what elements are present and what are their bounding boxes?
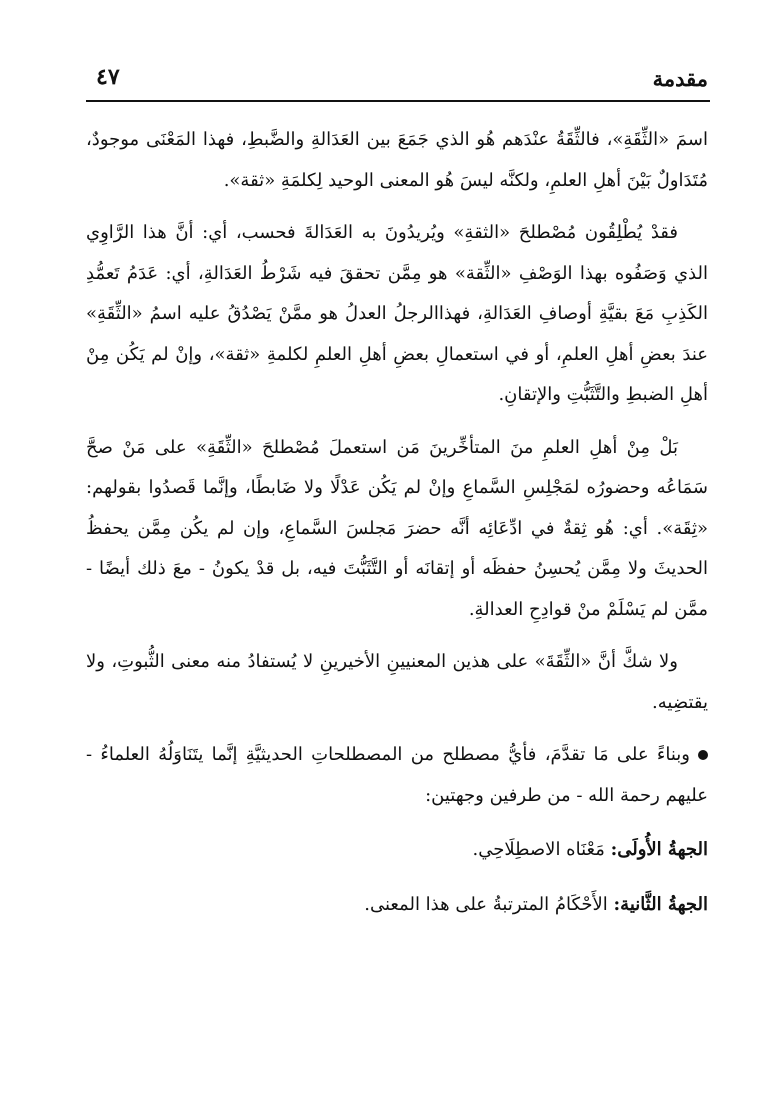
header-divider [86,100,710,102]
main-text [86,120,708,939]
paragraph-later-scholars-meaning: بَلْ مِنْ أهلِ العلمِ منَ المتأخِّرينَ مَن استعملَ مُصْطلحَ «الثِّقَةِ» على مَنْ صحَّ سَمَاعُه وحضورُه لمَجْلِسِ السَّماعِ وإنْ لم يَكُن عَدْلًا ولا ضَابطًا، وإنَّما قَصدُوا بقولهم: «ثِقَة». أي: هُو ثِقةٌ في ادِّعَائِه أنَّه حضرَ مَجلسَ السَّماعِ، وإن لم يكُن مِمَّن يحفظُ الحديثَ ولا مِمَّن يُحسِنُ حفظَه أو إتقانَه أو التَّثَبُّتَ فيه، بل قدْ يكونُ - معَ ذلك أيضًا - ممَّن لم يَسْلَمْ منْ قوادِحِ العدالةِ. [86,436,708,620]
bullet-paragraph-text: وبناءً على مَا تقدَّمَ، فأيُّ مصطلح من المصطلحاتِ الحديثيَّةِ إنَّما يتَنَاوَلُهُ العلماءُ - عليهم رحمة الله - من طرفين وجهتين: [86,744,708,806]
bullet-icon [698,750,708,760]
aspect-first-text: مَعْنَاه الاصطِلَاحِي. [472,839,605,860]
aspect-first-label: الجهةُ الأُولَى: [610,839,708,860]
aspect-second [86,885,708,926]
paragraph-adalah-meaning: فقدْ يُطْلِقُون مُصْطلحَ «الثقةِ» ويُريدُونَ به العَدَالةَ فحسب، أي: أنَّ هذا الرَّاوِي الذي وَصَفُوه بهذا الوَصْفِ «الثِّقة» هو مِمَّن تحققَ فيه شَرْطُ العَدَالةِ، أي: عَدَمُ تَعمُّدِ الكَذِبِ مَعَ بقيَّةِ أوصافِ العَدَالةِ، فهذاالرجلُ العدلُ هو ممَّنْ يَصْدُقُ عليه اسمُ «الثِّقَةِ» عندَ بعضِ أهلِ العلمِ، أو في استعمالِ بعضِ أهلِ العلمِ لكلمةِ «ثقة»، وإنْ لم يَكُن مِنْ أهلِ الضبطِ والتَّثَبُّتِ والإتقانِ. [86,222,708,405]
aspect-first [86,830,708,871]
aspect-second-text: الأَحْكَامُ المترتبةُ على هذا المعنى. [364,893,608,915]
section-title: مقدمة [652,66,708,91]
paragraph-two-aspects-intro [86,735,708,816]
running-header [86,62,708,98]
aspect-second-label: الجهةُ الثَّانية: [613,893,708,915]
paragraph-no-thubut: ولا شكَّ أنَّ «الثِّقَةَ» على هذين المعنيينِ الأخيرينِ لا يُستفادُ منه معنى الثُّبوتِ، ولا يقتضِيه. [86,651,708,713]
paragraph-definition-continued: اسمَ «الثِّقَةِ»، فالثِّقَةُ عنْدَهم هُو الذي جَمَعَ بين العَدَالةِ والضَّبطِ، فهذا المَعْنَى موجودٌ، مُتَدَاولٌ بَيْنَ أهلِ العلمِ، ولكنَّه ليسَ هُو المعنى الوحيد لِكلمَةِ «ثقة». [86,129,708,191]
page-number: ٤٧ [96,64,120,90]
